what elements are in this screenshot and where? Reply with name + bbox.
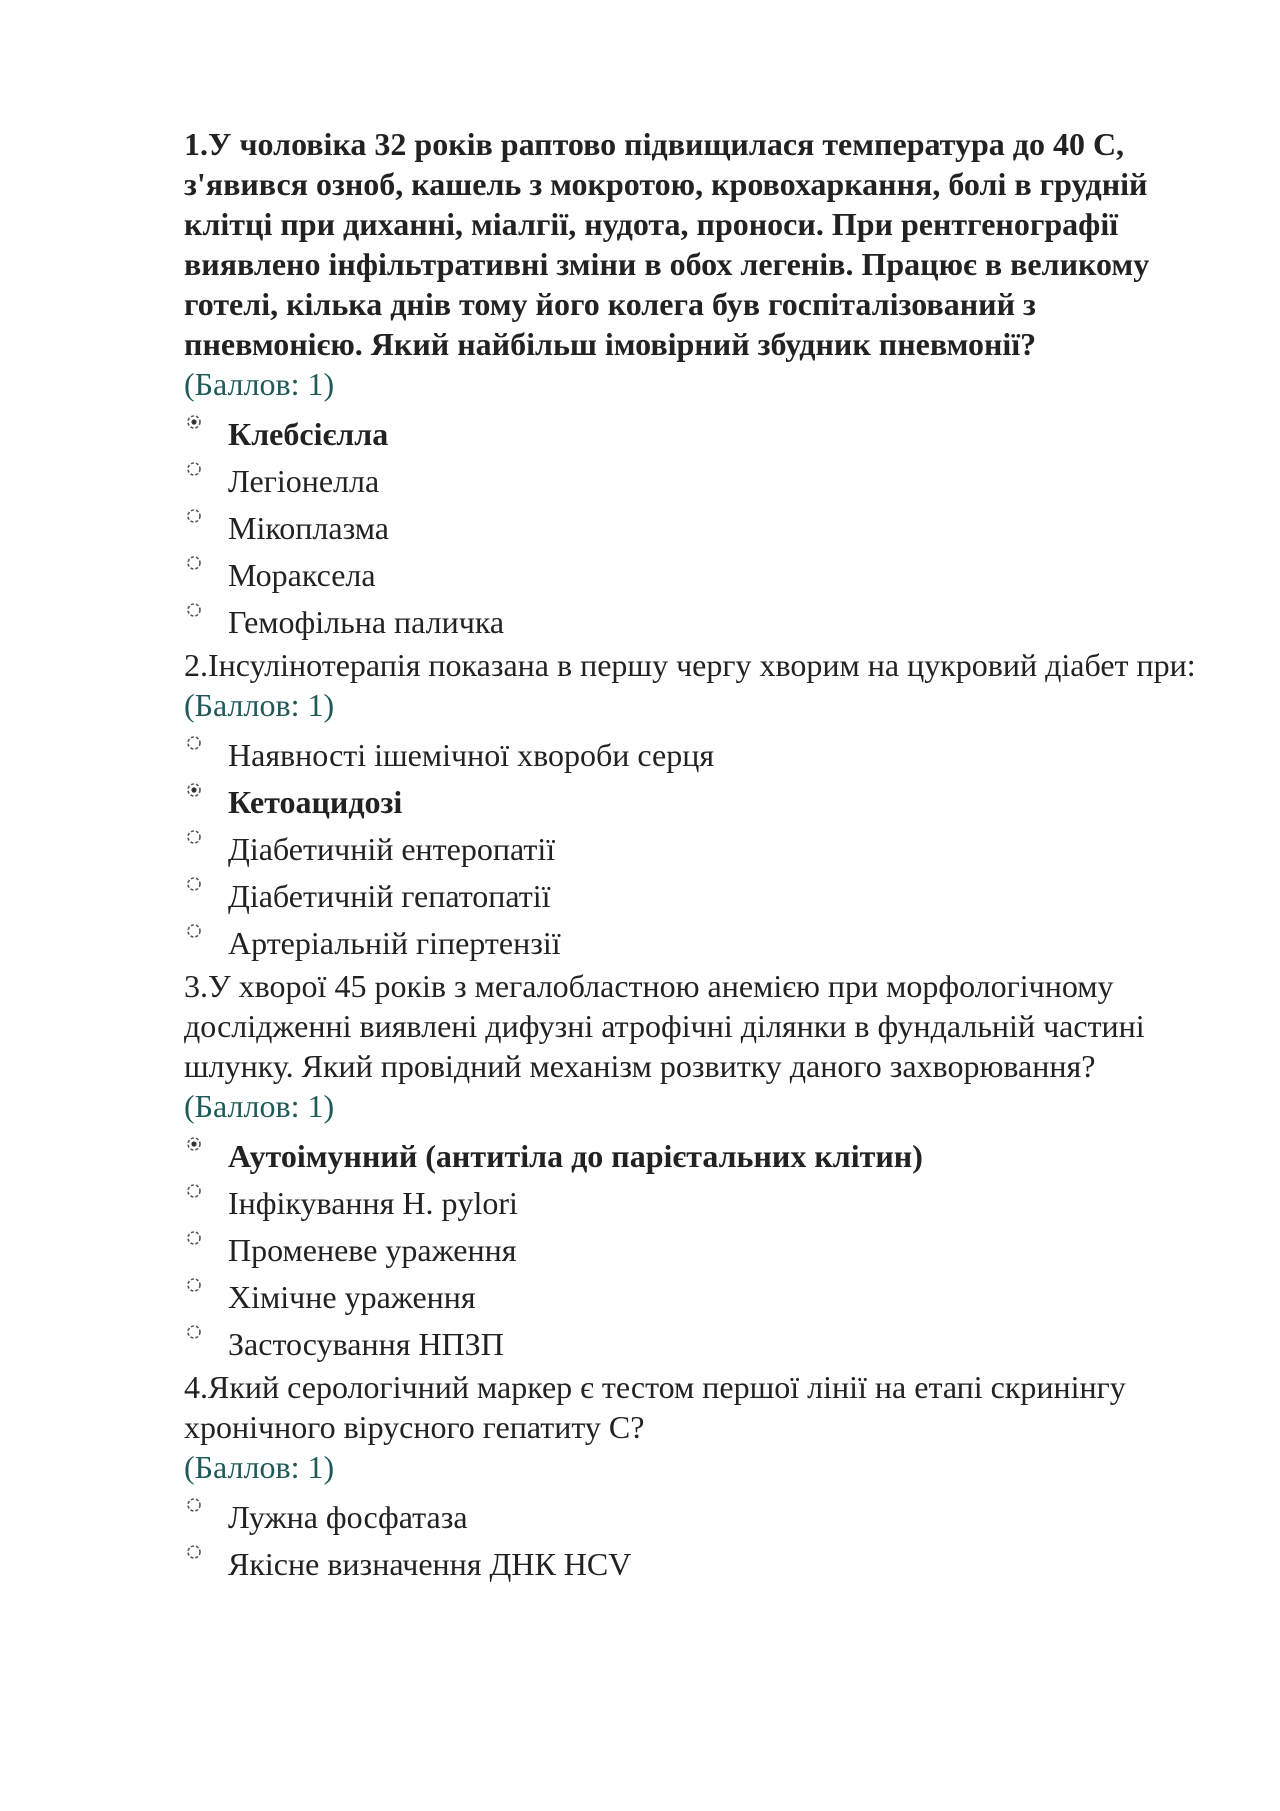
answer-label: Клебсієлла [228,415,389,452]
radio-ring [188,1326,200,1338]
answer-label: Легіонелла [228,462,380,499]
radio-unselected-icon [186,555,202,571]
radio-dot [191,419,196,424]
question-points: (Баллов: 1) [184,687,335,723]
answer-label: Променеве ураження [228,1231,517,1268]
radio-unselected-icon [186,602,202,618]
radio-unselected-icon [186,735,202,751]
radio-icon[interactable] [186,876,202,892]
radio-unselected-icon [186,461,202,477]
answer-option[interactable] [184,825,1204,872]
question-points: (Баллов: 1) [184,1088,335,1124]
radio-icon[interactable] [186,1497,202,1513]
answer-label: Діабетичній гепатопатії [228,877,551,914]
answer-option[interactable] [184,410,1204,457]
radio-ring [188,557,200,569]
answer-label: Наявності ішемічної хвороби серця [228,736,715,773]
answer-label: Якісне визначення ДНК HCV [228,1545,632,1582]
radio-unselected-icon [186,1277,202,1293]
answer-label: Артеріальній гіпертензії [228,924,561,961]
radio-icon[interactable] [186,461,202,477]
radio-icon[interactable] [186,1324,202,1340]
radio-ring [188,1232,200,1244]
radio-icon[interactable] [186,1544,202,1560]
answer-option[interactable] [184,1540,1204,1587]
radio-unselected-icon [186,876,202,892]
answer-options [184,731,1204,966]
answer-option[interactable] [184,551,1204,598]
answer-option[interactable] [184,731,1204,778]
radio-dot [191,1141,196,1146]
answer-option[interactable] [184,1132,1204,1179]
question-text: 2.Інсулінотерапія показана в першу чергу хворим на цукровий діабет при: [184,647,1196,683]
radio-icon[interactable] [186,414,202,430]
answer-label: Діабетичній ентеропатії [228,830,556,867]
radio-dot [191,787,196,792]
radio-ring [188,604,200,616]
radio-icon[interactable] [186,1136,202,1152]
answer-options [184,1132,1204,1367]
radio-unselected-icon [186,1544,202,1560]
question-block [184,1367,1204,1587]
radio-unselected-icon [186,923,202,939]
radio-icon[interactable] [186,1183,202,1199]
answer-label: Кетоацидозі [228,783,403,820]
radio-icon[interactable] [186,1230,202,1246]
answer-option[interactable] [184,1493,1204,1540]
radio-unselected-icon [186,1183,202,1199]
radio-ring [188,1499,200,1511]
radio-ring [188,1546,200,1558]
answer-option[interactable] [184,504,1204,551]
answer-option[interactable] [184,1320,1204,1367]
radio-icon[interactable] [186,735,202,751]
radio-selected-icon [186,782,202,798]
radio-unselected-icon [186,1230,202,1246]
answer-option[interactable] [184,778,1204,825]
question-block [184,966,1204,1367]
radio-icon[interactable] [186,782,202,798]
radio-unselected-icon [186,508,202,524]
question-block [184,645,1204,966]
answer-label: Лужна фосфатаза [228,1498,468,1535]
answer-label: Хімічне ураження [228,1278,476,1315]
radio-ring [188,737,200,749]
radio-ring [188,878,200,890]
radio-icon[interactable] [186,923,202,939]
answer-option[interactable] [184,1273,1204,1320]
radio-ring [188,831,200,843]
answer-label: Аутоімунний (антитіла до парієтальних клітин) [228,1137,923,1174]
radio-ring [188,925,200,937]
question-points: (Баллов: 1) [184,1449,335,1485]
answer-option[interactable] [184,872,1204,919]
answer-option[interactable] [184,1226,1204,1273]
radio-ring [188,1185,200,1197]
radio-unselected-icon [186,829,202,845]
radio-ring [188,463,200,475]
answer-option[interactable] [184,1179,1204,1226]
radio-ring [188,510,200,522]
radio-unselected-icon [186,1324,202,1340]
radio-selected-icon [186,1136,202,1152]
answer-label: Гемофільна паличка [228,603,505,640]
question-text: 1.У чоловіка 32 років раптово підвищилася температура до 40 С, з'явився озноб, кашель з мокротою, кровохаркання, болі в грудній клітці при диханні, міалгії, нудота, проноси. При рентгенографії виявлено інфільтративні зміни в обох легенів. Працює в великому готелі, кілька днів тому його колега був госпіталізований з пневмонією. Який найбільш імовірний збудник пневмонії? [184,126,1150,362]
question-text: 4.Який серологічний маркер є тестом першої лінії на етапі скринінгу хронічного вірусного гепатиту С? [184,1369,1126,1445]
answer-options [184,410,1204,645]
radio-icon[interactable] [186,508,202,524]
answer-options [184,1493,1204,1587]
question-text: 3.У хворої 45 років з мегалобластною анемією при морфологічному дослідженні виявлені дифузні атрофічні ділянки в фундальній частині шлунку. Який провідний механізм розвитку даного захворювання? [184,968,1145,1084]
radio-unselected-icon [186,1497,202,1513]
question-points: (Баллов: 1) [184,366,335,402]
question-block [184,124,1204,645]
answer-option[interactable] [184,457,1204,504]
radio-selected-icon [186,414,202,430]
answer-option[interactable] [184,598,1204,645]
radio-ring [188,1279,200,1291]
answer-label: Мораксела [228,556,376,593]
radio-icon[interactable] [186,829,202,845]
answer-label: Мікоплазма [228,509,389,546]
answer-option[interactable] [184,919,1204,966]
radio-icon[interactable] [186,602,202,618]
radio-icon[interactable] [186,1277,202,1293]
answer-label: Застосування НПЗП [228,1325,504,1362]
quiz-page [184,124,1204,1587]
radio-icon[interactable] [186,555,202,571]
answer-label: Інфікування H. pylori [228,1184,518,1221]
